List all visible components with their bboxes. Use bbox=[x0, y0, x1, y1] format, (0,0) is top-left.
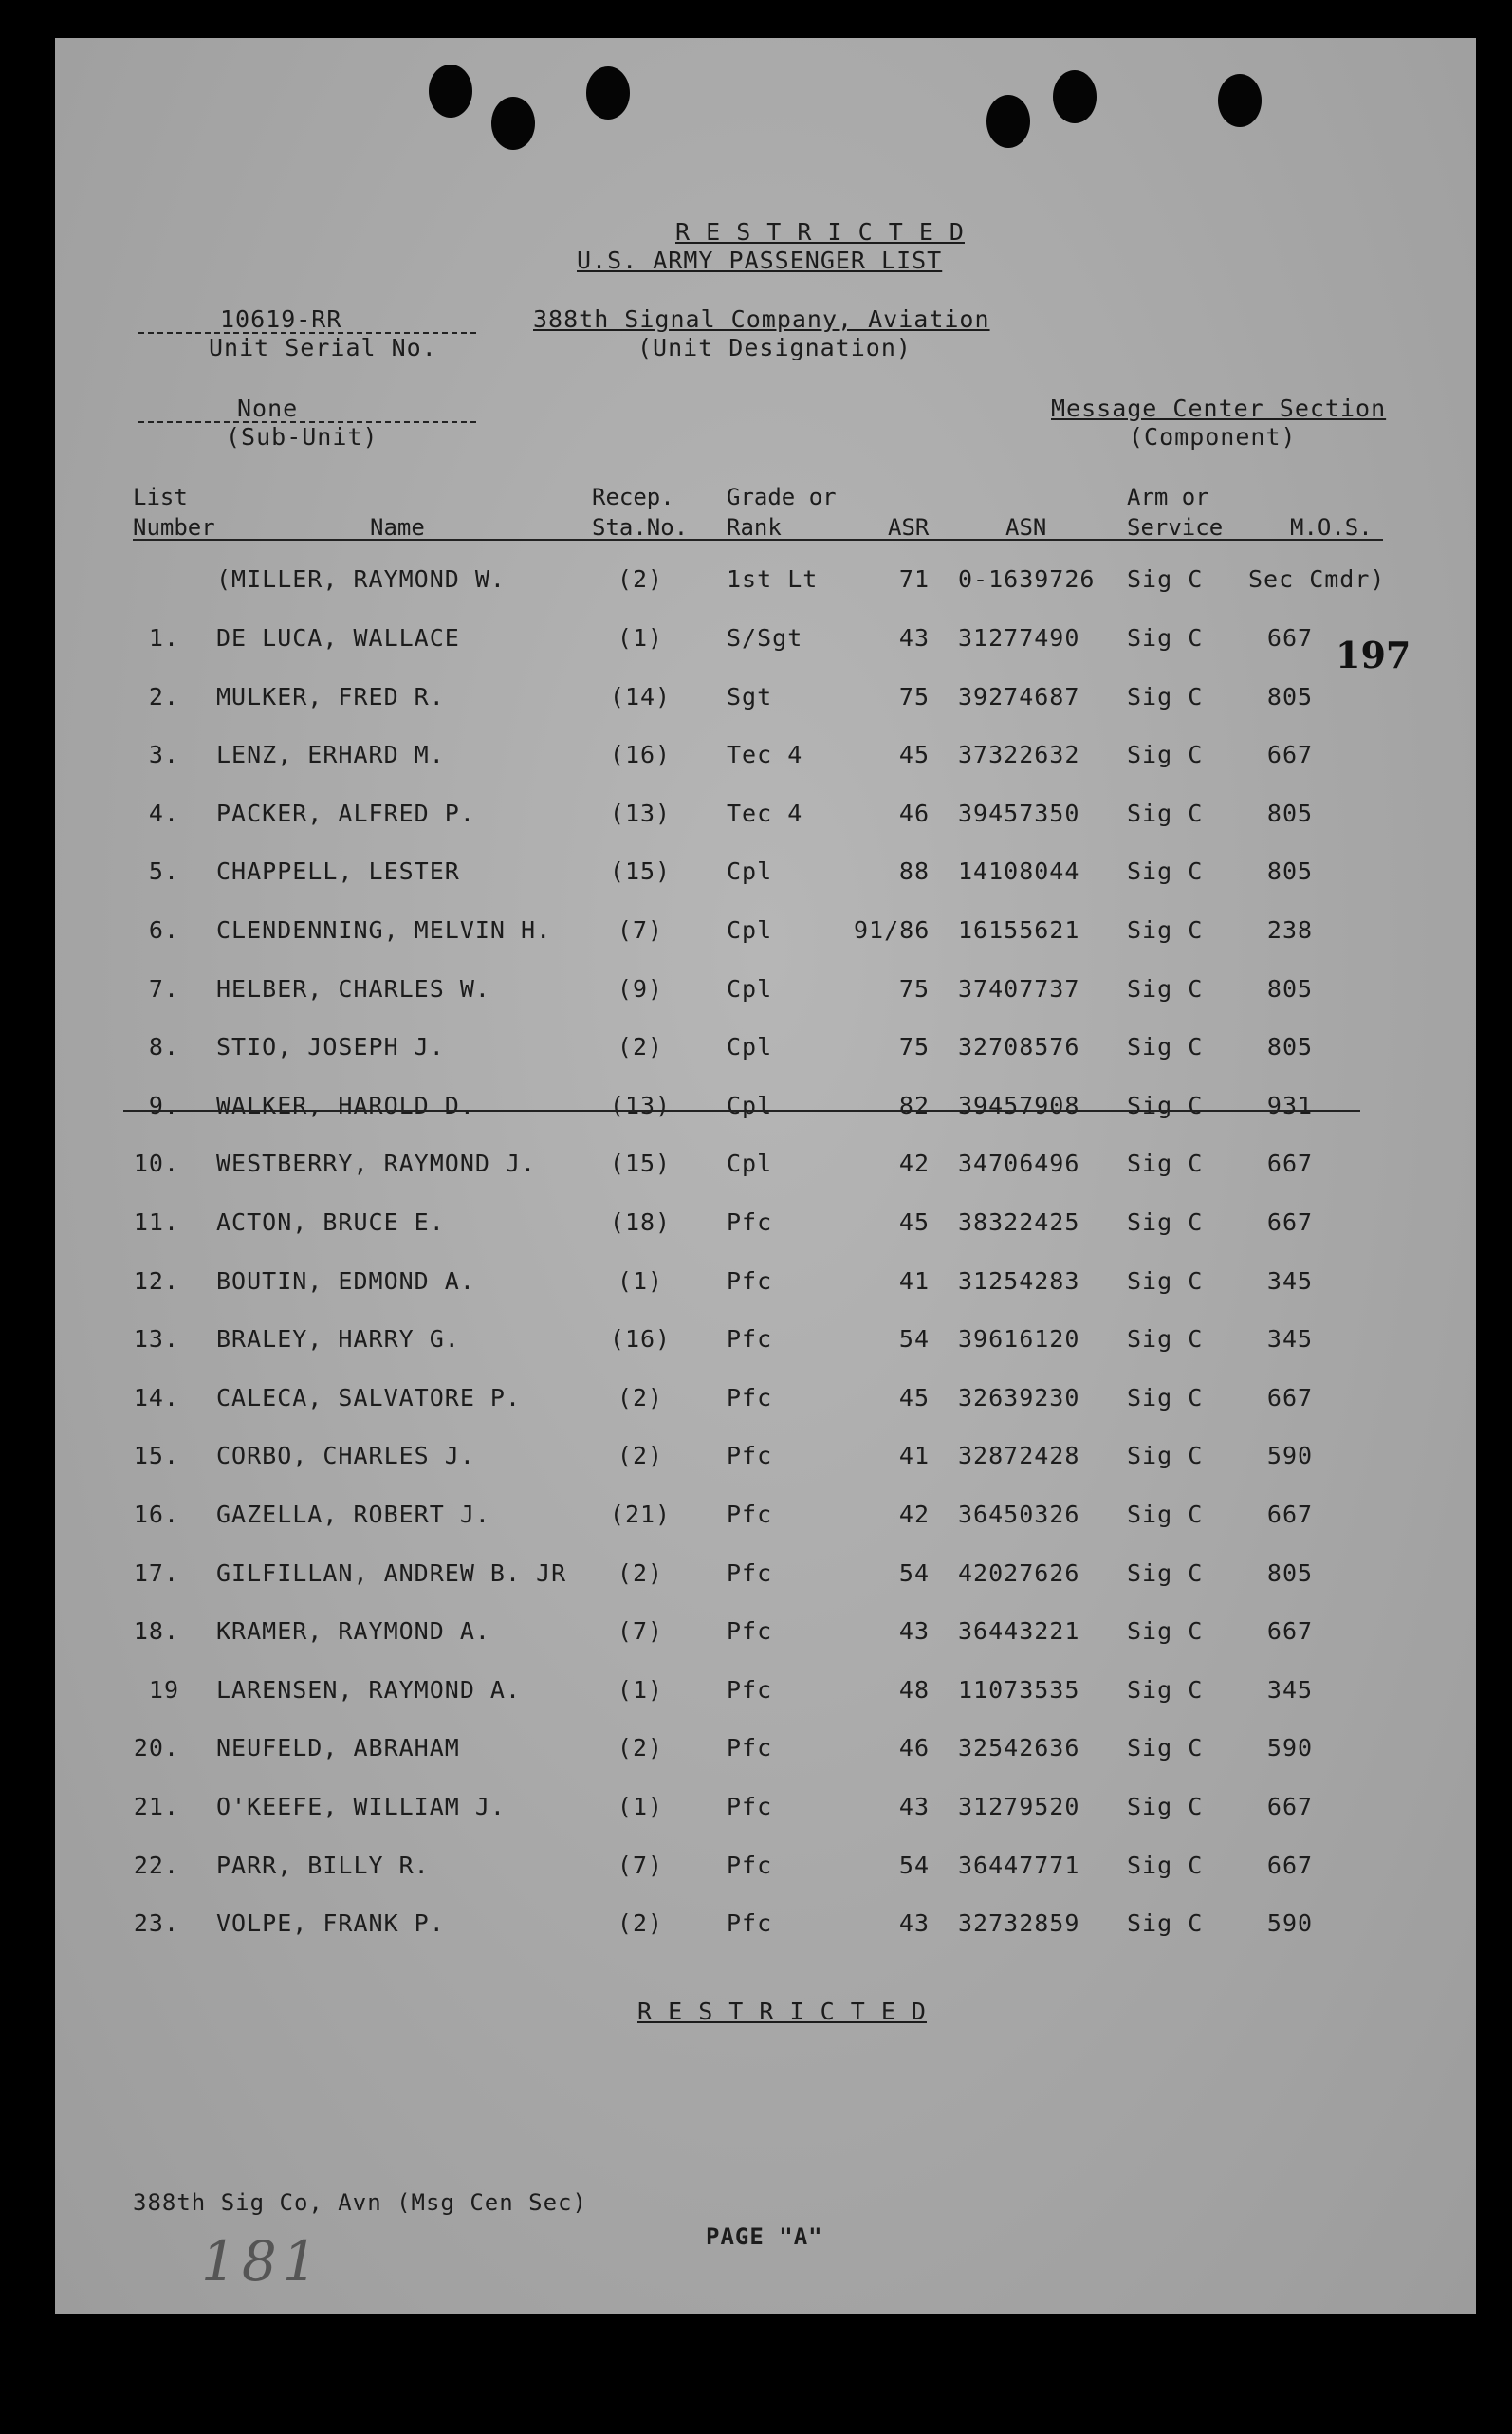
recep-station: (13) bbox=[609, 799, 672, 827]
mos: 805 bbox=[1266, 974, 1314, 1003]
grade: Pfc bbox=[727, 1266, 773, 1295]
table-row bbox=[0, 857, 1512, 895]
passenger-name: CALECA, SALVATORE P. bbox=[216, 1383, 522, 1411]
asn: 32639230 bbox=[958, 1383, 1080, 1411]
arm-service: Sig C bbox=[1127, 1383, 1204, 1411]
asn: 32872428 bbox=[958, 1442, 1080, 1470]
mos: 805 bbox=[1266, 682, 1314, 710]
list-number: 17. bbox=[133, 1558, 179, 1587]
table-row bbox=[0, 975, 1512, 1013]
mos: 667 bbox=[1266, 1208, 1314, 1236]
arm-service: Sig C bbox=[1127, 1091, 1204, 1119]
punch-hole bbox=[1218, 74, 1262, 127]
grade: Pfc bbox=[727, 1793, 773, 1820]
table-row bbox=[0, 1384, 1512, 1422]
mos: 667 bbox=[1266, 1150, 1314, 1178]
table-row bbox=[0, 1909, 1512, 1947]
document-title: U.S. ARMY PASSENGER LIST bbox=[577, 247, 943, 274]
handwritten-note: 181 bbox=[201, 2229, 323, 2294]
mos: 345 bbox=[1266, 1325, 1314, 1354]
list-number: 22. bbox=[133, 1851, 179, 1879]
list-number: 14. bbox=[133, 1383, 179, 1411]
col-header-asn: ASN bbox=[1005, 514, 1047, 541]
recep-station: (15) bbox=[609, 857, 672, 886]
col-header-arm: Arm or Service bbox=[1127, 484, 1224, 541]
asr: 45 bbox=[898, 1208, 930, 1236]
col-header-name: Name bbox=[370, 514, 425, 541]
table-row bbox=[0, 1208, 1512, 1246]
grade: Pfc bbox=[727, 1325, 773, 1354]
passenger-name: NEUFELD, ABRAHAM bbox=[216, 1734, 460, 1762]
arm-service: Sig C bbox=[1127, 682, 1204, 710]
table-row bbox=[0, 800, 1512, 838]
list-number: 8. bbox=[148, 1033, 179, 1061]
list-number: 2. bbox=[148, 682, 179, 710]
grade: Pfc bbox=[727, 1383, 773, 1411]
asr: 75 bbox=[898, 974, 930, 1003]
asn: 39274687 bbox=[958, 682, 1080, 710]
grade: Pfc bbox=[727, 1734, 773, 1762]
grade: Pfc bbox=[727, 1909, 773, 1938]
footer-unit-note: 388th Sig Co, Avn (Msg Cen Sec) bbox=[133, 2189, 587, 2216]
asr: 54 bbox=[898, 1325, 930, 1354]
commander-mos: Sec Cmdr) bbox=[1248, 565, 1386, 593]
arm-service: Sig C bbox=[1127, 1617, 1204, 1646]
arm-service: Sig C bbox=[1127, 1851, 1204, 1879]
asn: 36447771 bbox=[958, 1851, 1080, 1879]
classification-footer: R E S T R I C T E D bbox=[637, 1998, 927, 2025]
arm-service: Sig C bbox=[1127, 1150, 1204, 1178]
component-label: (Component) bbox=[1129, 423, 1297, 451]
asn: 32542636 bbox=[958, 1734, 1080, 1762]
recep-station: (1) bbox=[617, 1266, 664, 1295]
table-row bbox=[0, 1793, 1512, 1831]
mos: 667 bbox=[1266, 1383, 1314, 1411]
passenger-name: ACTON, BRUCE E. bbox=[216, 1208, 445, 1236]
mos: 805 bbox=[1266, 857, 1314, 886]
mos: 667 bbox=[1266, 1793, 1314, 1820]
list-number: 16. bbox=[133, 1501, 179, 1528]
asr: 88 bbox=[898, 857, 930, 886]
arm-service: Sig C bbox=[1127, 857, 1204, 886]
table-row bbox=[0, 1267, 1512, 1305]
mos: 667 bbox=[1266, 1851, 1314, 1879]
grade: Pfc bbox=[727, 1851, 773, 1879]
grade: Pfc bbox=[727, 1442, 773, 1470]
arm-service: Sig C bbox=[1127, 1325, 1204, 1354]
recep-station: (2) bbox=[617, 1734, 664, 1762]
commander-grade: 1st Lt bbox=[727, 565, 819, 593]
mos: 667 bbox=[1266, 1617, 1314, 1646]
recep-station: (9) bbox=[617, 974, 664, 1003]
mos: 805 bbox=[1266, 1033, 1314, 1061]
passenger-name: GAZELLA, ROBERT J. bbox=[216, 1501, 490, 1528]
grade: Sgt bbox=[727, 682, 773, 710]
arm-service: Sig C bbox=[1127, 624, 1204, 652]
arm-service: Sig C bbox=[1127, 1266, 1204, 1295]
unit-designation-value: 388th Signal Company, Aviation bbox=[533, 305, 990, 333]
arm-service: Sig C bbox=[1127, 1675, 1204, 1704]
asn: 39457350 bbox=[958, 799, 1080, 827]
column-header-rule bbox=[133, 539, 1383, 541]
asn: 36450326 bbox=[958, 1501, 1080, 1528]
passenger-name: PACKER, ALFRED P. bbox=[216, 799, 475, 827]
arm-service: Sig C bbox=[1127, 1033, 1204, 1061]
passenger-name: STIO, JOSEPH J. bbox=[216, 1033, 445, 1061]
grade: Pfc bbox=[727, 1501, 773, 1528]
asr: 43 bbox=[898, 1909, 930, 1938]
passenger-name: CLENDENNING, MELVIN H. bbox=[216, 916, 552, 944]
page-label: PAGE "A" bbox=[706, 2223, 823, 2250]
table-row bbox=[0, 916, 1512, 954]
recep-station: (21) bbox=[609, 1501, 672, 1528]
mos: 345 bbox=[1266, 1675, 1314, 1704]
grade: Cpl bbox=[727, 1091, 773, 1119]
mos: 805 bbox=[1266, 799, 1314, 827]
mos: 590 bbox=[1266, 1442, 1314, 1470]
list-number: 4. bbox=[148, 799, 179, 827]
punch-hole bbox=[1053, 70, 1097, 123]
recep-station: (7) bbox=[617, 1851, 664, 1879]
mos: 805 bbox=[1266, 1558, 1314, 1587]
grade: Cpl bbox=[727, 974, 773, 1003]
unit-serial-value: 10619-RR bbox=[220, 305, 342, 333]
passenger-name: MULKER, FRED R. bbox=[216, 682, 445, 710]
list-number: 10. bbox=[133, 1150, 179, 1178]
passenger-name: GILFILLAN, ANDREW B. JR bbox=[216, 1558, 567, 1587]
list-number: 13. bbox=[133, 1325, 179, 1354]
asr: 43 bbox=[898, 1617, 930, 1646]
asr: 54 bbox=[898, 1851, 930, 1879]
arm-service: Sig C bbox=[1127, 1909, 1204, 1938]
asr: 75 bbox=[898, 682, 930, 710]
recep-station: (7) bbox=[617, 1617, 664, 1646]
table-row bbox=[0, 741, 1512, 779]
asn: 39457908 bbox=[958, 1091, 1080, 1119]
arm-service: Sig C bbox=[1127, 1208, 1204, 1236]
recep-station: (2) bbox=[617, 1909, 664, 1938]
list-number: 18. bbox=[133, 1617, 179, 1646]
asn: 14108044 bbox=[958, 857, 1080, 886]
mos: 667 bbox=[1266, 741, 1314, 769]
recep-station: (16) bbox=[609, 1325, 672, 1354]
recep-station: (13) bbox=[609, 1091, 672, 1119]
passenger-name: HELBER, CHARLES W. bbox=[216, 974, 490, 1003]
arm-service: Sig C bbox=[1127, 974, 1204, 1003]
passenger-name: KRAMER, RAYMOND A. bbox=[216, 1617, 490, 1646]
asr: 91/86 bbox=[854, 916, 931, 944]
passenger-name: CORBO, CHARLES J. bbox=[216, 1442, 475, 1470]
passenger-name: LENZ, ERHARD M. bbox=[216, 741, 445, 769]
passenger-name: DE LUCA, WALLACE bbox=[216, 624, 460, 652]
list-number: 6. bbox=[148, 916, 179, 944]
list-number: 7. bbox=[148, 974, 179, 1003]
recep-station: (1) bbox=[617, 1793, 664, 1820]
table-row bbox=[0, 1033, 1512, 1071]
asn: 32708576 bbox=[958, 1033, 1080, 1061]
col-header-mos: M.O.S. bbox=[1290, 514, 1373, 541]
asn: 37322632 bbox=[958, 741, 1080, 769]
list-number: 15. bbox=[133, 1442, 179, 1470]
sub-unit-value: None bbox=[237, 395, 299, 422]
recep-station: (2) bbox=[617, 1442, 664, 1470]
list-number: 12. bbox=[133, 1266, 179, 1295]
asn: 37407737 bbox=[958, 974, 1080, 1003]
col-header-list-number: List Number bbox=[133, 484, 215, 541]
asn: 11073535 bbox=[958, 1675, 1080, 1704]
table-row bbox=[0, 1852, 1512, 1890]
asr: 45 bbox=[898, 741, 930, 769]
mos: 345 bbox=[1266, 1266, 1314, 1295]
passenger-name: LARENSEN, RAYMOND A. bbox=[216, 1675, 522, 1704]
table-row bbox=[0, 1676, 1512, 1714]
asn: 32732859 bbox=[958, 1909, 1080, 1938]
arm-service: Sig C bbox=[1127, 1793, 1204, 1820]
arm-service: Sig C bbox=[1127, 1734, 1204, 1762]
col-header-grade: Grade or Rank bbox=[727, 484, 837, 541]
arm-service: Sig C bbox=[1127, 1501, 1204, 1528]
asn: 42027626 bbox=[958, 1558, 1080, 1587]
grade: Cpl bbox=[727, 1150, 773, 1178]
passenger-name: PARR, BILLY R. bbox=[216, 1851, 430, 1879]
grade: Pfc bbox=[727, 1617, 773, 1646]
passenger-name: VOLPE, FRANK P. bbox=[216, 1909, 445, 1938]
list-number: 3. bbox=[148, 741, 179, 769]
unit-serial-label: Unit Serial No. bbox=[209, 334, 437, 361]
punch-hole bbox=[491, 97, 535, 150]
list-number: 19 bbox=[148, 1675, 179, 1704]
mos: 667 bbox=[1266, 1501, 1314, 1528]
mos: 931 bbox=[1266, 1091, 1314, 1119]
passenger-name: CHAPPELL, LESTER bbox=[216, 857, 460, 886]
recep-station: (16) bbox=[609, 741, 672, 769]
table-row bbox=[0, 1734, 1512, 1772]
recep-station: (1) bbox=[617, 624, 664, 652]
recep-station: (15) bbox=[609, 1150, 672, 1178]
asr: 43 bbox=[898, 1793, 930, 1820]
commander-name: (MILLER, RAYMOND W. bbox=[216, 565, 506, 593]
arm-service: Sig C bbox=[1127, 1558, 1204, 1587]
passenger-name: BOUTIN, EDMOND A. bbox=[216, 1266, 475, 1295]
commander-asn: 0-1639726 bbox=[958, 565, 1096, 593]
mos: 667 bbox=[1266, 624, 1314, 652]
list-number: 20. bbox=[133, 1734, 179, 1762]
passenger-name: O'KEEFE, WILLIAM J. bbox=[216, 1793, 506, 1820]
table-row bbox=[0, 1559, 1512, 1597]
recep-station: (2) bbox=[617, 1558, 664, 1587]
punch-hole bbox=[586, 66, 630, 120]
list-number: 1. bbox=[148, 624, 179, 652]
grade: Pfc bbox=[727, 1208, 773, 1236]
arm-service: Sig C bbox=[1127, 916, 1204, 944]
recep-station: (7) bbox=[617, 916, 664, 944]
mos: 590 bbox=[1266, 1734, 1314, 1762]
grade: S/Sgt bbox=[727, 624, 803, 652]
punch-hole bbox=[986, 95, 1030, 148]
table-row bbox=[0, 1617, 1512, 1655]
table-row bbox=[0, 1092, 1512, 1130]
passenger-name: WALKER, HAROLD D. bbox=[216, 1091, 475, 1119]
arm-service: Sig C bbox=[1127, 741, 1204, 769]
recep-station: (2) bbox=[617, 1383, 664, 1411]
passenger-name: WESTBERRY, RAYMOND J. bbox=[216, 1150, 537, 1178]
asn: 31277490 bbox=[958, 624, 1080, 652]
asr: 46 bbox=[898, 799, 930, 827]
commander-recep: (2) bbox=[617, 565, 664, 593]
unit-designation-label: (Unit Designation) bbox=[637, 334, 912, 361]
table-row bbox=[0, 1442, 1512, 1480]
classification-header: R E S T R I C T E D bbox=[675, 218, 965, 246]
mos: 238 bbox=[1266, 916, 1314, 944]
list-number: 5. bbox=[148, 857, 179, 886]
grade: Tec 4 bbox=[727, 799, 803, 827]
grade: Cpl bbox=[727, 916, 773, 944]
recep-station: (1) bbox=[617, 1675, 664, 1704]
asr: 82 bbox=[898, 1091, 930, 1119]
component-value: Message Center Section bbox=[1051, 395, 1387, 422]
asn: 31279520 bbox=[958, 1793, 1080, 1820]
commander-asr: 71 bbox=[898, 565, 930, 593]
grade: Pfc bbox=[727, 1675, 773, 1704]
asr: 48 bbox=[898, 1675, 930, 1704]
grade: Tec 4 bbox=[727, 741, 803, 769]
grade: Cpl bbox=[727, 1033, 773, 1061]
list-number: 23. bbox=[133, 1909, 179, 1938]
asr: 45 bbox=[898, 1383, 930, 1411]
grade: Pfc bbox=[727, 1558, 773, 1587]
table-row bbox=[0, 624, 1512, 662]
list-number: 11. bbox=[133, 1208, 179, 1236]
asn: 38322425 bbox=[958, 1208, 1080, 1236]
commander-row bbox=[0, 565, 1512, 603]
recep-station: (14) bbox=[609, 682, 672, 710]
table-row bbox=[0, 1325, 1512, 1363]
col-header-asr: ASR bbox=[888, 514, 930, 541]
asn: 16155621 bbox=[958, 916, 1080, 944]
recep-station: (18) bbox=[609, 1208, 672, 1236]
table-row bbox=[0, 683, 1512, 721]
col-header-recep: Recep. Sta.No. bbox=[592, 484, 689, 541]
arm-service: Sig C bbox=[1127, 799, 1204, 827]
arm-service: Sig C bbox=[1127, 1442, 1204, 1470]
list-number: 21. bbox=[133, 1793, 179, 1820]
grade: Cpl bbox=[727, 857, 773, 886]
asn: 36443221 bbox=[958, 1617, 1080, 1646]
commander-arm: Sig C bbox=[1127, 565, 1204, 593]
asr: 42 bbox=[898, 1501, 930, 1528]
mos: 590 bbox=[1266, 1909, 1314, 1938]
asr: 42 bbox=[898, 1150, 930, 1178]
recep-station: (2) bbox=[617, 1033, 664, 1061]
table-row bbox=[0, 1150, 1512, 1188]
asr: 41 bbox=[898, 1442, 930, 1470]
asr: 43 bbox=[898, 624, 930, 652]
asn: 34706496 bbox=[958, 1150, 1080, 1178]
passenger-name: BRALEY, HARRY G. bbox=[216, 1325, 460, 1354]
asr: 54 bbox=[898, 1558, 930, 1587]
asr: 46 bbox=[898, 1734, 930, 1762]
asn: 39616120 bbox=[958, 1325, 1080, 1354]
list-number: 9. bbox=[148, 1091, 179, 1119]
sub-unit-label: (Sub-Unit) bbox=[226, 423, 378, 451]
page-stamp-number: 197 bbox=[1336, 634, 1411, 676]
punch-hole bbox=[429, 65, 472, 118]
table-row bbox=[0, 1501, 1512, 1539]
asn: 31254283 bbox=[958, 1266, 1080, 1295]
asr: 75 bbox=[898, 1033, 930, 1061]
asr: 41 bbox=[898, 1266, 930, 1295]
